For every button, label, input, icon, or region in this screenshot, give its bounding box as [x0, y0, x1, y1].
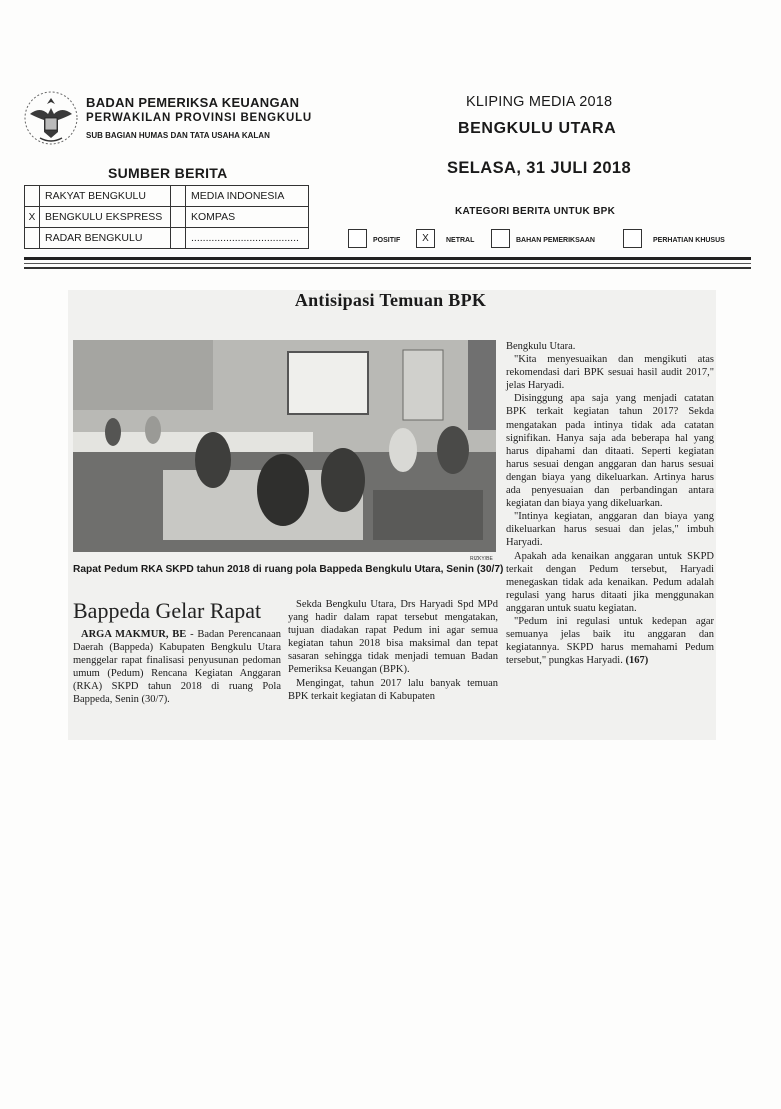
source-name: KOMPAS [186, 207, 309, 228]
category-label: POSITIF [373, 237, 401, 244]
article-column-2 [288, 598, 498, 703]
category-checkbox-perhatian[interactable] [623, 229, 642, 248]
source-mark: X [25, 207, 40, 228]
article-subhead: Bappeda Gelar Rapat [73, 598, 262, 623]
source-mark [25, 186, 40, 207]
category-checkbox-positif[interactable] [348, 229, 367, 248]
category-checkbox-bahan[interactable] [491, 229, 510, 248]
source-name: MEDIA INDONESIA [186, 186, 309, 207]
source-mark [25, 228, 40, 249]
category-label: BAHAN PEMERIKSAAN [516, 237, 595, 244]
photo-caption: Rapat Pedum RKA SKPD tahun 2018 di ruang pola Bappeda Bengkulu Utara, Senin (30/7) [73, 564, 504, 575]
article-headline: Antisipasi Temuan BPK [294, 290, 487, 310]
org-branch: PERWAKILAN PROVINSI BENGKULU [86, 112, 313, 124]
paragraph: "Intinya kegiatan, anggaran dan biaya yang dikeluarkan harus sesuai dan jelas," imbuh Haryadi. [506, 511, 714, 549]
divider [24, 267, 751, 269]
article-column-1 [73, 628, 281, 707]
source-name: ..................................... [186, 228, 309, 249]
category-label: NETRAL [446, 237, 475, 244]
table-row [25, 207, 309, 228]
divider [24, 263, 751, 264]
source-name: RADAR BENGKULU [40, 228, 171, 249]
garuda-emblem-icon [22, 88, 80, 148]
paragraph: Disinggung apa saja yang menjadi catatan BPK terkait kegiatan tahun 2017? Sekda mengatakan pada intinya tidak ada catatan signifikan. Hanya saja ada beberapa hal yang harus dipahami dan ditaati. Seperti kegiatan harus sesuai dengan anggaran dan harus sesuai dengan biaya yang dikeluarkan. Artinya harus ada penyesuaian dan perbandingan antara kegiatan dan biaya yang dikeluarkan. [506, 393, 714, 510]
divider [24, 257, 751, 260]
region-title: BENGKULU UTARA [458, 120, 617, 137]
source-mark [171, 186, 186, 207]
paragraph: - Badan Perencanaan Daerah (Bappeda) Kabupaten Bengkulu Utara menggelar rapat finalisasi penyusunan pedoman umum (Pedum) Rencana Kegiatan Anggaran (RKA) SKPD tahun 2018 di ruang Pola Bappeda, Senin (30/7). [73, 629, 281, 706]
paragraph: Apakah ada kenaikan anggaran untuk SKPD terkait dengan Pedum tersebut, Haryadi menegaskan tidak ada kenaikan. Pedum adalah regulasi yang harus ditaati jika menggunakan anggaran untuk suatu kegiatan. [506, 550, 714, 614]
source-table [24, 185, 309, 249]
meeting-photo [73, 340, 496, 552]
category-label: PERHATIAN KHUSUS [653, 237, 725, 244]
source-mark [171, 228, 186, 249]
paragraph: "Kita menyesuaikan dan mengikuti atas rekomendasi dari BPK sesuai hasil audit 2017," jelas Haryadi. [506, 354, 714, 392]
paragraph: Sekda Bengkulu Utara, Drs Haryadi Spd MPd yang hadir dalam rapat tersebut mengatakan, tujuan diadakan rapat Pedum ini agar semua kegiatan tahun 2018 bisa maksimal dan tepat sasaran sehingga tidak menjadi temuan Badan Pemeriksa Keuangan (BPK). [288, 599, 498, 676]
source-name: RAKYAT BENGKULU [40, 186, 171, 207]
dateline: ARGA MAKMUR, BE [81, 629, 187, 640]
paragraph: Mengingat, tahun 2017 lalu banyak temuan BPK terkait kegiatan di Kabupaten [288, 677, 498, 702]
kliping-title: KLIPING MEDIA 2018 [466, 94, 613, 110]
article-column-3 [506, 340, 714, 667]
table-row [25, 186, 309, 207]
clip-date: SELASA, 31 JULI 2018 [447, 159, 632, 177]
source-mark [171, 207, 186, 228]
photo-credit: RIZKY/BE [470, 556, 493, 562]
table-row [25, 228, 309, 249]
org-division: SUB BAGIAN HUMAS DAN TATA USAHA KALAN [86, 131, 270, 140]
source-title: SUMBER BERITA [108, 165, 228, 181]
paragraph: "Pedum ini regulasi untuk kedepan agar semuanya jelas baik itu anggaran dan kegiatannya. SKPD harus memahami Pedum tersebut," pungkas Haryadi. [506, 615, 714, 667]
signoff: (167) [625, 655, 649, 667]
category-checkbox-netral[interactable]: X [416, 229, 435, 248]
org-name: BADAN PEMERIKSA KEUANGAN [86, 95, 300, 110]
paragraph: Bengkulu Utara. [506, 341, 576, 352]
source-name: BENGKULU EKSPRESS [40, 207, 171, 228]
category-title: KATEGORI BERITA UNTUK BPK [455, 206, 616, 217]
